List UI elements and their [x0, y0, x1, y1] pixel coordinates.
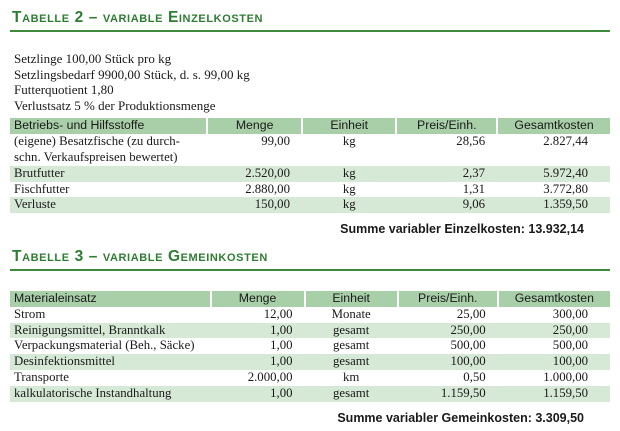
table-cell-menge: 1,00 [211, 323, 305, 339]
table-cell-item: Strom [14, 306, 46, 321]
table-row [10, 370, 610, 386]
table-cell-item [10, 134, 207, 166]
table2-title-rule [10, 30, 610, 32]
table3-title-rule [10, 269, 610, 271]
table-cell-einheit: kg [342, 133, 356, 148]
intro-line-setzlingsbedarf: Setzlingsbedarf 9900,00 Stück, d. s. 99,00 kg [14, 66, 250, 82]
table-cell-item: kalkulatorische Instandhaltung [10, 386, 211, 402]
table3-summary: Summe variabler Gemeinkosten: 3.309,50 [337, 411, 584, 425]
table-cell-item: Transporte [14, 369, 69, 384]
table-cell-preis: 250,00 [398, 323, 498, 339]
item-line-2: schn. Verkaufspreisen bewertet) [14, 149, 178, 164]
table-cell-einheit: gesamt [305, 354, 398, 370]
table3-header-item: Materialeinsatz [10, 291, 211, 307]
table-cell-einheit: kg [342, 181, 356, 196]
table-row [10, 182, 610, 198]
table3-title: Tabelle 3 – variable Gemeinkosten [12, 248, 268, 265]
table2-header-row [10, 118, 610, 134]
table-cell-menge: 12,00 [263, 306, 293, 321]
table2-summary: Summe variabler Einzelkosten: 13.932,14 [340, 222, 584, 236]
table-cell-gesamt: 2.827,44 [543, 133, 588, 148]
table-cell-preis: 500,00 [450, 338, 486, 353]
table3-header-gesamt: Gesamtkosten [498, 291, 610, 307]
table-cell-preis: 1,31 [462, 181, 486, 196]
table-row [10, 354, 610, 370]
table-cell-menge: 150,00 [207, 197, 302, 213]
table-cell-menge: 99,00 [261, 133, 290, 148]
table-cell-menge: 1,00 [270, 338, 293, 353]
table-cell-menge: 1,00 [211, 386, 305, 402]
table-cell-preis: 25,00 [456, 306, 486, 321]
table-cell-einheit: kg [302, 197, 396, 213]
table-cell-gesamt: 100,00 [498, 354, 610, 370]
table-cell-preis: 1.159,50 [398, 386, 498, 402]
table2-header-einheit: Einheit [302, 118, 396, 134]
item-line-1: (eigene) Besatzfische (zu durch- [14, 133, 180, 148]
table2-header-preis: Preis/Einh. [396, 118, 497, 134]
table-row [10, 197, 610, 213]
table3-header-menge: Menge [211, 291, 305, 307]
table2-header-gesamt: Gesamtkosten [497, 118, 610, 134]
table-cell-item: Verpackungsmaterial (Beh., Säcke) [14, 338, 195, 353]
intro-line-futterquotient: Futterquotient 1,80 [14, 82, 114, 97]
table-cell-item: Brutfutter [10, 166, 207, 182]
table-cell-menge: 2.520,00 [207, 166, 302, 182]
table-cell-einheit: Monate [331, 306, 371, 321]
table-cell-gesamt: 1.159,50 [498, 386, 610, 402]
intro-line-verlustsatz: Verlustsatz 5 % der Produktionsmenge [14, 97, 216, 113]
table-cell-menge: 2.880,00 [245, 181, 290, 196]
table-cell-item: Fischfutter [14, 181, 70, 196]
table-cell-item: Desinfektionsmittel [10, 354, 211, 370]
table2-grid [10, 118, 610, 213]
table-cell-preis: 2,37 [396, 166, 497, 182]
intro-line-setzlinge: Setzlinge 100,00 Stück pro kg [14, 51, 172, 66]
table-cell-preis: 9,06 [396, 197, 497, 213]
table2-title: Tabelle 2 – variable Einzelkosten [12, 9, 264, 26]
table-cell-preis: 28,56 [456, 133, 486, 148]
table-cell-gesamt: 250,00 [498, 323, 610, 339]
table-cell-menge: 2.000,00 [247, 369, 293, 384]
table3-grid [10, 291, 610, 402]
table-row [10, 307, 610, 323]
table2-intro [14, 51, 250, 113]
table2-header-menge: Menge [207, 118, 302, 134]
table-cell-preis: 100,00 [398, 354, 498, 370]
table-cell-gesamt: 300,00 [552, 306, 588, 321]
table-cell-item: Reinigungsmittel, Branntkalk [10, 323, 211, 339]
table-cell-gesamt: 1.000,00 [543, 369, 588, 384]
table-cell-einheit: gesamt [333, 338, 370, 353]
table-row [10, 134, 610, 166]
table-row [10, 386, 610, 402]
table-cell-einheit: gesamt [305, 323, 398, 339]
table-cell-item: Verluste [10, 197, 207, 213]
table-row [10, 338, 610, 354]
table-row [10, 323, 610, 339]
table-cell-gesamt: 3.772,80 [543, 181, 588, 196]
table-cell-einheit: km [342, 369, 360, 384]
table-cell-einheit: gesamt [305, 386, 398, 402]
table-cell-menge: 1,00 [211, 354, 305, 370]
table3-header-row [10, 291, 610, 307]
table-cell-einheit: kg [302, 166, 396, 182]
table3-header-einheit: Einheit [305, 291, 398, 307]
table2-header-item: Betriebs- und Hilfsstoffe [10, 118, 207, 134]
table-cell-gesamt: 500,00 [552, 338, 588, 353]
table-cell-preis: 0,50 [463, 369, 486, 384]
table-row [10, 166, 610, 182]
table-cell-gesamt: 5.972,40 [497, 166, 610, 182]
table3-header-preis: Preis/Einh. [398, 291, 498, 307]
table-cell-gesamt: 1.359,50 [497, 197, 610, 213]
